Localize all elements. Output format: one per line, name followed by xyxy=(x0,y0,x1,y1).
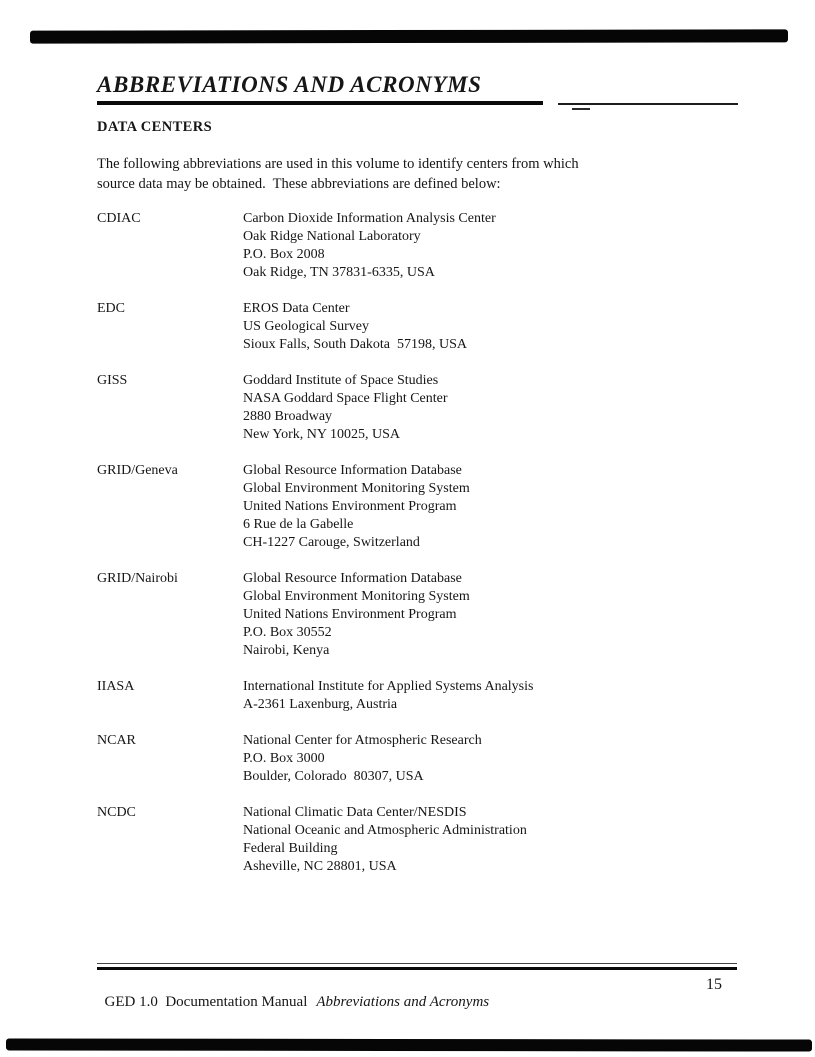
abbreviation-definition xyxy=(243,372,737,444)
definition-line: Boulder, Colorado 80307, USA xyxy=(243,769,424,784)
scan-artifact-bar-bottom xyxy=(6,1038,812,1051)
definition-line: US Geological Survey xyxy=(243,319,369,334)
page-title: ABBREVIATIONS AND ACRONYMS xyxy=(97,72,482,97)
definition-line: Global Resource Information Database xyxy=(243,463,462,478)
title-underline xyxy=(97,101,543,105)
definition-line: New York, NY 10025, USA xyxy=(243,427,400,442)
definition-line: Carbon Dioxide Information Analysis Center xyxy=(243,211,496,226)
abbreviation-term: EDC xyxy=(97,301,125,316)
abbreviation-term: IIASA xyxy=(97,679,135,694)
definition-line: Asheville, NC 28801, USA xyxy=(243,859,397,874)
scan-artifact-bar-top xyxy=(30,29,788,43)
definition-line: Global Resource Information Database xyxy=(243,571,462,586)
abbreviation-list xyxy=(97,210,737,894)
definition-line: Goddard Institute of Space Studies xyxy=(243,373,439,388)
abbreviation-definition xyxy=(243,678,737,714)
abbreviation-entry-grid-geneva xyxy=(97,462,737,552)
page-number: 15 xyxy=(706,976,722,993)
footer-rule-thin xyxy=(97,963,737,964)
abbreviation-term: GRID/Geneva xyxy=(97,463,178,478)
definition-line: United Nations Environment Program xyxy=(243,499,457,514)
definition-line: A-2361 Laxenburg, Austria xyxy=(243,697,398,712)
footer xyxy=(97,977,489,1011)
abbreviation-definition xyxy=(243,300,737,354)
abbreviation-entry-edc xyxy=(97,300,737,354)
intro-line: The following abbreviations are used in this volume to identify centers from which xyxy=(97,156,579,172)
section-heading: DATA CENTERS xyxy=(97,119,213,135)
abbreviation-definition xyxy=(243,732,737,786)
scan-artifact-dash xyxy=(572,108,590,110)
abbreviation-term: GISS xyxy=(97,373,128,388)
definition-line: National Center for Atmospheric Research xyxy=(243,733,482,748)
abbreviation-entry-ncdc xyxy=(97,804,737,876)
abbreviation-definition xyxy=(243,210,737,282)
definition-line: International Institute for Applied Systems Analysis xyxy=(243,679,534,694)
abbreviation-entry-grid-nairobi xyxy=(97,570,737,660)
footer-chapter-label: Abbreviations and Acronyms xyxy=(316,994,490,1010)
definition-line: NASA Goddard Space Flight Center xyxy=(243,391,448,406)
abbreviation-term: NCAR xyxy=(97,733,136,748)
footer-manual-label: GED 1.0 Documentation Manual xyxy=(104,994,308,1010)
intro-line: source data may be obtained. These abbreviations are defined below: xyxy=(97,176,501,192)
definition-line: National Climatic Data Center/NESDIS xyxy=(243,805,467,820)
title-underline-extension xyxy=(558,103,738,105)
intro-paragraph xyxy=(97,154,579,194)
abbreviation-definition xyxy=(243,570,737,660)
definition-line: Federal Building xyxy=(243,841,338,856)
definition-line: Oak Ridge, TN 37831-6335, USA xyxy=(243,265,435,280)
definition-line: CH-1227 Carouge, Switzerland xyxy=(243,535,420,550)
abbreviation-term: NCDC xyxy=(97,805,136,820)
abbreviation-entry-ncar xyxy=(97,732,737,786)
definition-line: Oak Ridge National Laboratory xyxy=(243,229,421,244)
abbreviation-definition xyxy=(243,804,737,876)
definition-line: Global Environment Monitoring System xyxy=(243,589,470,604)
abbreviation-definition xyxy=(243,462,737,552)
definition-line: P.O. Box 3000 xyxy=(243,751,325,766)
definition-line: P.O. Box 30552 xyxy=(243,625,332,640)
definition-line: Nairobi, Kenya xyxy=(243,643,330,658)
definition-line: Sioux Falls, South Dakota 57198, USA xyxy=(243,337,468,352)
abbreviation-entry-cdiac xyxy=(97,210,737,282)
definition-line: Global Environment Monitoring System xyxy=(243,481,470,496)
definition-line: United Nations Environment Program xyxy=(243,607,457,622)
definition-line: P.O. Box 2008 xyxy=(243,247,325,262)
definition-line: 6 Rue de la Gabelle xyxy=(243,517,354,532)
definition-line: EROS Data Center xyxy=(243,301,350,316)
definition-line: 2880 Broadway xyxy=(243,409,333,424)
abbreviation-term: CDIAC xyxy=(97,211,141,226)
abbreviation-entry-giss xyxy=(97,372,737,444)
definition-line: National Oceanic and Atmospheric Administration xyxy=(243,823,527,838)
footer-rule-thick xyxy=(97,967,737,970)
abbreviation-entry-iiasa xyxy=(97,678,737,714)
abbreviation-term: GRID/Nairobi xyxy=(97,571,178,586)
